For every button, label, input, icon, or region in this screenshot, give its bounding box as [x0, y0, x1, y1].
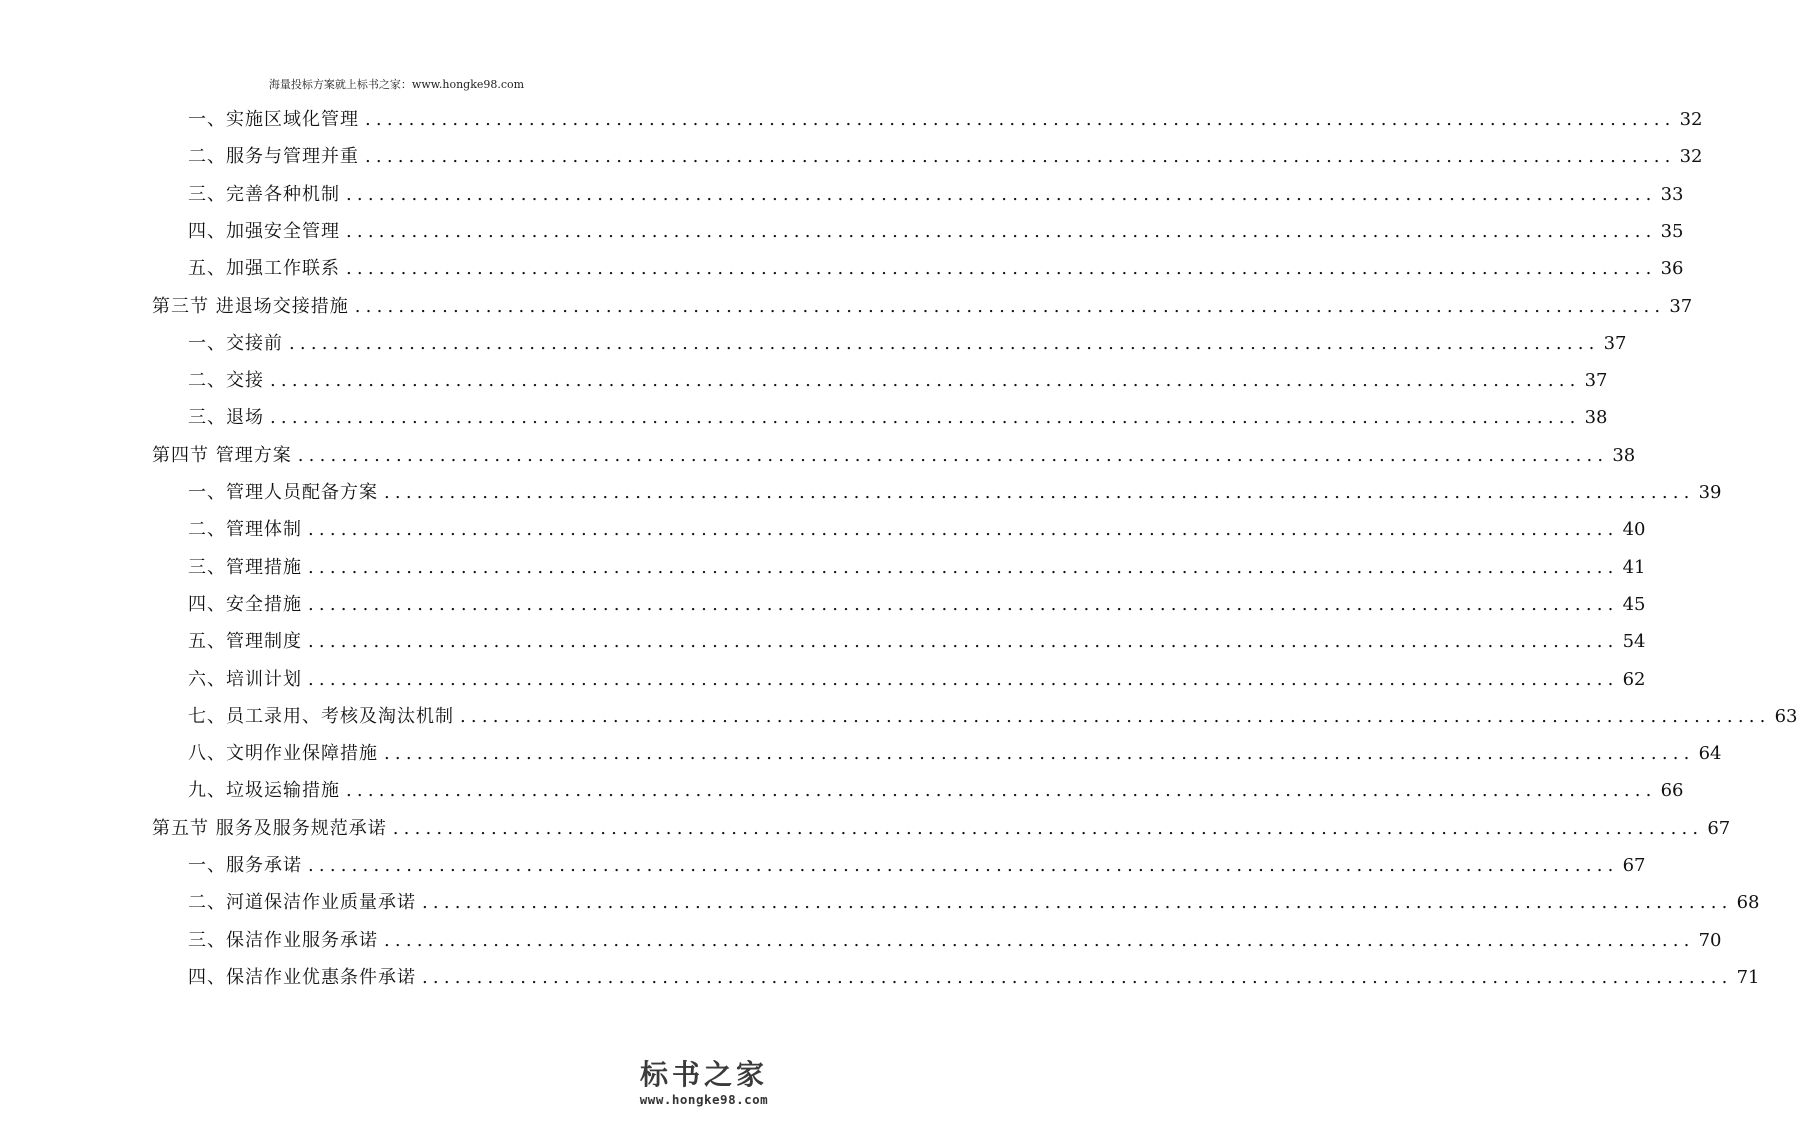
- toc-entry[interactable]: [188, 624, 1646, 660]
- logo-title: 标书之家: [639, 1058, 768, 1091]
- toc-leader-dots: ........................................................................................................................: [308, 556, 1619, 578]
- toc-entry-page-number: 36: [1660, 258, 1684, 280]
- toc-entry[interactable]: [188, 400, 1608, 436]
- toc-entry[interactable]: [188, 885, 1760, 921]
- toc-entry-page-number: 66: [1660, 780, 1684, 802]
- toc-entry-label: 一、服务承诺: [188, 855, 302, 876]
- toc-entry[interactable]: [188, 773, 1684, 809]
- toc-entry-label: 三、退场: [188, 407, 264, 429]
- toc-leader-dots: ........................................................................................................................: [384, 482, 1695, 503]
- site-logo: [629, 1058, 779, 1114]
- toc-entry-label: 七、员工录用、考核及淘汰机制: [188, 705, 454, 727]
- toc-entry[interactable]: [188, 363, 1608, 399]
- toc-leader-dots: ........................................................................................................................: [346, 220, 1657, 242]
- toc-entry-label: 四、保洁作业优惠条件承诺: [188, 966, 416, 988]
- toc-entry-label: 六、培训计划: [188, 668, 302, 690]
- toc-entry-label: 三、管理措施: [188, 556, 302, 578]
- toc-entry[interactable]: [188, 662, 1646, 698]
- toc-entry-label: 第五节 服务及服务规范承诺: [152, 817, 387, 839]
- toc-entry-page-number: 71: [1736, 966, 1760, 988]
- toc-leader-dots: ........................................................................................................................: [392, 817, 1704, 839]
- toc-entry-label: 三、完善各种机制: [188, 183, 340, 205]
- toc-entry-label: 一、交接前: [188, 332, 283, 354]
- toc-leader-dots: ........................................................................................................................: [365, 146, 1676, 168]
- toc-leader-dots: ........................................................................................................................: [384, 743, 1695, 765]
- toc-leader-dots: ........................................................................................................................: [289, 332, 1600, 354]
- toc-entry[interactable]: [188, 326, 1627, 362]
- toc-entry-page-number: 33: [1660, 183, 1684, 205]
- toc-leader-dots: ........................................................................................................................: [270, 407, 1581, 429]
- toc-entry[interactable]: [188, 139, 1703, 175]
- toc-leader-dots: ........................................................................................................................: [365, 109, 1676, 130]
- toc-entry-page-number: 41: [1622, 556, 1646, 578]
- toc-entry[interactable]: [188, 251, 1684, 287]
- toc-leader-dots: ........................................................................................................................: [308, 855, 1619, 876]
- toc-leader-dots: ........................................................................................................................: [308, 631, 1619, 653]
- toc-leader-dots: ........................................................................................................................: [460, 705, 1771, 727]
- toc-entry-page-number: 38: [1584, 407, 1608, 429]
- toc-entry-label: 五、加强工作联系: [188, 258, 340, 280]
- toc-leader-dots: ........................................................................................................................: [308, 668, 1619, 690]
- toc-leader-dots: ........................................................................................................................: [354, 295, 1666, 317]
- toc-entry[interactable]: [188, 923, 1722, 959]
- toc-entry-label: 二、河道保洁作业质量承诺: [188, 892, 416, 914]
- toc-entry[interactable]: [188, 848, 1646, 884]
- toc-entry-page-number: 67: [1622, 855, 1646, 876]
- toc-entry-label: 八、文明作业保障措施: [188, 743, 378, 765]
- toc-entry-label: 九、垃圾运输措施: [188, 780, 340, 802]
- toc-entry-page-number: 64: [1698, 743, 1722, 765]
- toc-entry[interactable]: [152, 438, 1636, 474]
- toc-entry-page-number: 67: [1707, 817, 1731, 839]
- toc-entry[interactable]: [188, 587, 1646, 623]
- toc-entry-page-number: 68: [1736, 892, 1760, 914]
- toc-entry[interactable]: [188, 699, 1798, 735]
- toc-leader-dots: ........................................................................................................................: [297, 444, 1609, 466]
- toc-entry-page-number: 39: [1698, 482, 1722, 503]
- toc-entry[interactable]: [188, 512, 1646, 548]
- toc-entry[interactable]: [188, 214, 1684, 250]
- toc-leader-dots: ........................................................................................................................: [422, 966, 1733, 988]
- toc-entry-page-number: 62: [1622, 668, 1646, 690]
- toc-entry-page-number: 37: [1603, 332, 1627, 354]
- toc-entry-page-number: 32: [1679, 146, 1703, 168]
- toc-leader-dots: ........................................................................................................................: [346, 780, 1657, 802]
- toc-leader-dots: ........................................................................................................................: [422, 892, 1733, 914]
- toc-leader-dots: ........................................................................................................................: [384, 929, 1695, 951]
- toc-entry-page-number: 37: [1584, 370, 1608, 392]
- page-header: 海量投标方案就上标书之家：www.hongke98.com: [268, 78, 525, 91]
- toc-entry[interactable]: [188, 177, 1684, 213]
- toc-entry-page-number: 63: [1774, 705, 1798, 727]
- toc-leader-dots: ........................................................................................................................: [308, 593, 1619, 615]
- toc-entry-page-number: 32: [1679, 109, 1703, 130]
- toc-entry-label: 第三节 进退场交接措施: [152, 295, 349, 317]
- toc-entry[interactable]: [152, 289, 1693, 325]
- toc-entry-label: 二、交接: [188, 370, 264, 392]
- toc-entry-page-number: 37: [1669, 295, 1693, 317]
- toc-entry-page-number: 45: [1622, 593, 1646, 615]
- toc-entry-label: 五、管理制度: [188, 631, 302, 653]
- toc-entry[interactable]: [188, 475, 1722, 511]
- toc-entry-page-number: 70: [1698, 929, 1722, 951]
- toc-entry-label: 二、服务与管理并重: [188, 146, 359, 168]
- toc-entry[interactable]: [152, 811, 1731, 847]
- toc-entry-label: 四、安全措施: [188, 593, 302, 615]
- toc-entry-label: 一、管理人员配备方案: [188, 482, 378, 503]
- toc-entry-label: 四、加强安全管理: [188, 220, 340, 242]
- toc-entry[interactable]: [188, 102, 1703, 138]
- toc-entry-page-number: 35: [1660, 220, 1684, 242]
- toc-leader-dots: ........................................................................................................................: [346, 183, 1657, 205]
- toc-entry-page-number: 54: [1622, 631, 1646, 653]
- toc-leader-dots: ........................................................................................................................: [346, 258, 1657, 280]
- toc-entry[interactable]: [188, 960, 1760, 996]
- toc-entry-label: 三、保洁作业服务承诺: [188, 929, 378, 951]
- toc-leader-dots: ........................................................................................................................: [270, 370, 1581, 392]
- logo-url: www.hongke98.com: [639, 1092, 769, 1107]
- toc-entry-label: 第四节 管理方案: [152, 444, 292, 466]
- toc-leader-dots: ........................................................................................................................: [308, 519, 1619, 541]
- toc-entry[interactable]: [188, 550, 1646, 586]
- toc-entry-label: 一、实施区域化管理: [188, 109, 359, 130]
- toc-entry-page-number: 40: [1622, 519, 1646, 541]
- toc-entry[interactable]: [188, 736, 1722, 772]
- toc-entry-label: 二、管理体制: [188, 519, 302, 541]
- toc-entry-page-number: 38: [1612, 444, 1636, 466]
